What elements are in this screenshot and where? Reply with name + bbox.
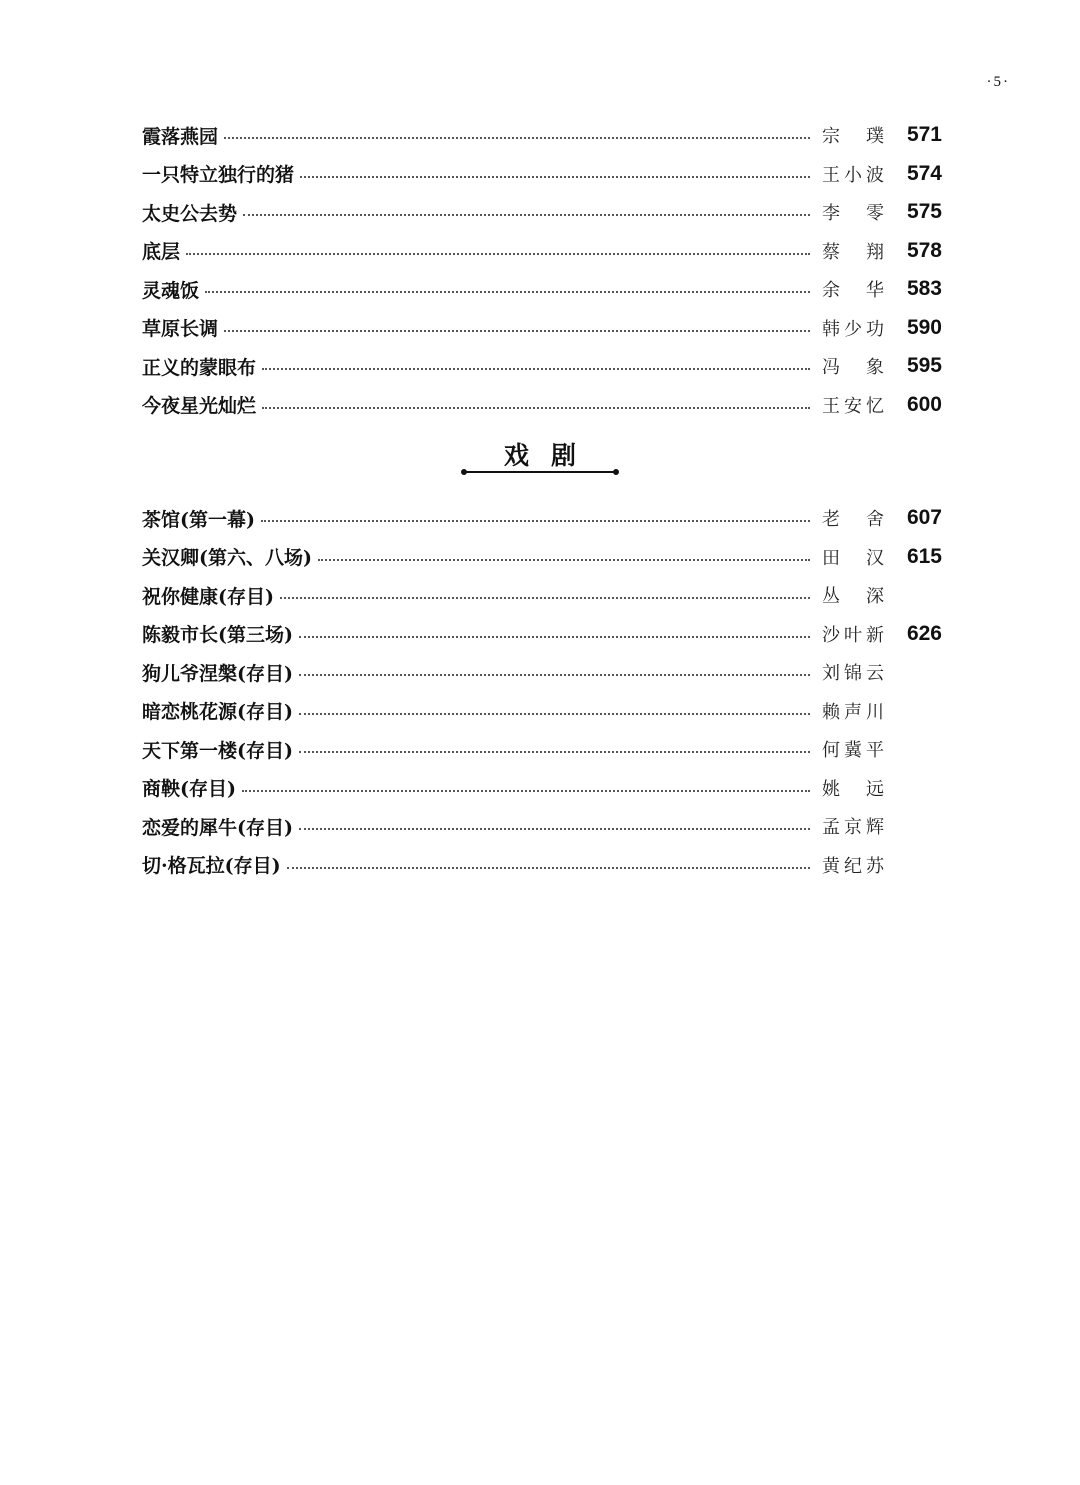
toc-entry[interactable]: [142, 769, 942, 808]
entry-title: 天下第一楼(存目): [142, 739, 293, 762]
dot-leader: [205, 291, 810, 293]
toc-entry[interactable]: [142, 499, 942, 538]
toc-entry[interactable]: [142, 309, 942, 348]
entry-page-number: 571: [906, 123, 942, 147]
entry-author: 老舍: [822, 509, 884, 531]
rule-dot-icon: [613, 469, 619, 475]
entry-page-number: 578: [906, 238, 942, 262]
section-title: 戏剧: [503, 441, 598, 470]
entry-title: 关汉卿(第六、八场): [142, 547, 312, 570]
entry-title: 正义的蒙眼布: [142, 356, 257, 379]
dot-leader: [299, 828, 810, 830]
toc-entry[interactable]: [142, 846, 942, 885]
toc-entry[interactable]: [142, 270, 942, 309]
entry-title: 狗儿爷涅槃(存目): [142, 662, 293, 685]
dot-leader: [243, 214, 810, 216]
entry-author: 余华: [822, 280, 884, 302]
entry-author: 姚远: [822, 778, 884, 800]
entry-title: 切·格瓦拉(存目): [142, 855, 281, 878]
entry-title: 商鞅(存目): [142, 778, 236, 801]
entry-page-number: 575: [906, 200, 942, 224]
toc-entry[interactable]: [142, 807, 942, 846]
entry-author: 李零: [822, 203, 884, 225]
dot-leader: [224, 137, 810, 139]
toc-entry[interactable]: [142, 116, 942, 155]
toc-list-drama: [142, 499, 942, 884]
dot-leader: [299, 674, 810, 676]
toc-list-essays: [142, 116, 942, 424]
toc-entry[interactable]: [142, 653, 942, 692]
entry-title: 灵魂饭: [142, 279, 200, 302]
dot-leader: [318, 559, 810, 561]
page-number: ·5·: [986, 74, 1010, 90]
dot-leader: [280, 597, 810, 599]
dot-leader: [186, 253, 810, 255]
toc-entry[interactable]: [142, 730, 942, 769]
dot-leader: [262, 407, 810, 409]
entry-author: 沙叶新: [822, 624, 884, 646]
dot-leader: [299, 751, 810, 753]
entry-title: 祝你健康(存目): [142, 585, 274, 608]
dot-leader: [242, 790, 810, 792]
entry-author: 刘锦云: [822, 663, 884, 685]
toc-entry[interactable]: [142, 386, 942, 425]
entry-title: 暗恋桃花源(存目): [142, 701, 293, 724]
toc-entry[interactable]: [142, 576, 942, 615]
entry-author: 冯象: [822, 357, 884, 379]
rule-dot-icon: [461, 469, 467, 475]
entry-title: 草原长调: [142, 318, 219, 341]
entry-author: 王小波: [822, 164, 884, 186]
toc-entry[interactable]: [142, 538, 942, 577]
toc-entry[interactable]: [142, 155, 942, 194]
toc-entry[interactable]: [142, 615, 942, 654]
entry-author: 宗璞: [822, 126, 884, 148]
dot-leader: [299, 713, 810, 715]
entry-page-number: 600: [906, 392, 942, 416]
entry-page-number: 607: [906, 506, 942, 530]
entry-title: 霞落燕园: [142, 125, 219, 148]
toc-entry[interactable]: [142, 193, 942, 232]
dot-leader: [261, 520, 810, 522]
entry-author: 韩少功: [822, 318, 884, 340]
entry-author: 何冀平: [822, 740, 884, 762]
entry-title: 陈毅市长(第三场): [142, 624, 293, 647]
entry-page-number: 574: [906, 161, 942, 185]
toc-entry[interactable]: [142, 692, 942, 731]
heading-rule: [464, 471, 616, 473]
entry-title: 太史公去势: [142, 202, 238, 225]
entry-author: 孟京辉: [822, 817, 884, 839]
toc-entry[interactable]: [142, 232, 942, 271]
entry-page-number: 583: [906, 277, 942, 301]
entry-page-number: 626: [906, 621, 942, 645]
entry-page-number: 615: [906, 544, 942, 568]
dot-leader: [224, 330, 810, 332]
entry-title: 一只特立独行的猪: [142, 164, 295, 187]
entry-title: 底层: [142, 241, 181, 264]
dot-leader: [300, 176, 810, 178]
entry-page-number: 590: [906, 315, 942, 339]
dot-leader: [287, 867, 810, 869]
entry-author: 蔡翔: [822, 241, 884, 263]
entry-title: 恋爱的犀牛(存目): [142, 816, 293, 839]
entry-author: 丛深: [822, 586, 884, 608]
entry-title: 今夜星光灿烂: [142, 395, 257, 418]
dot-leader: [299, 636, 810, 638]
entry-author: 黄纪苏: [822, 855, 884, 877]
entry-author: 田汉: [822, 547, 884, 569]
section-heading-drama: [0, 436, 1080, 472]
toc-entry[interactable]: [142, 347, 942, 386]
entry-author: 赖声川: [822, 701, 884, 723]
entry-page-number: 595: [906, 354, 942, 378]
entry-author: 王安忆: [822, 395, 884, 417]
entry-title: 茶馆(第一幕): [142, 508, 255, 531]
dot-leader: [262, 368, 810, 370]
